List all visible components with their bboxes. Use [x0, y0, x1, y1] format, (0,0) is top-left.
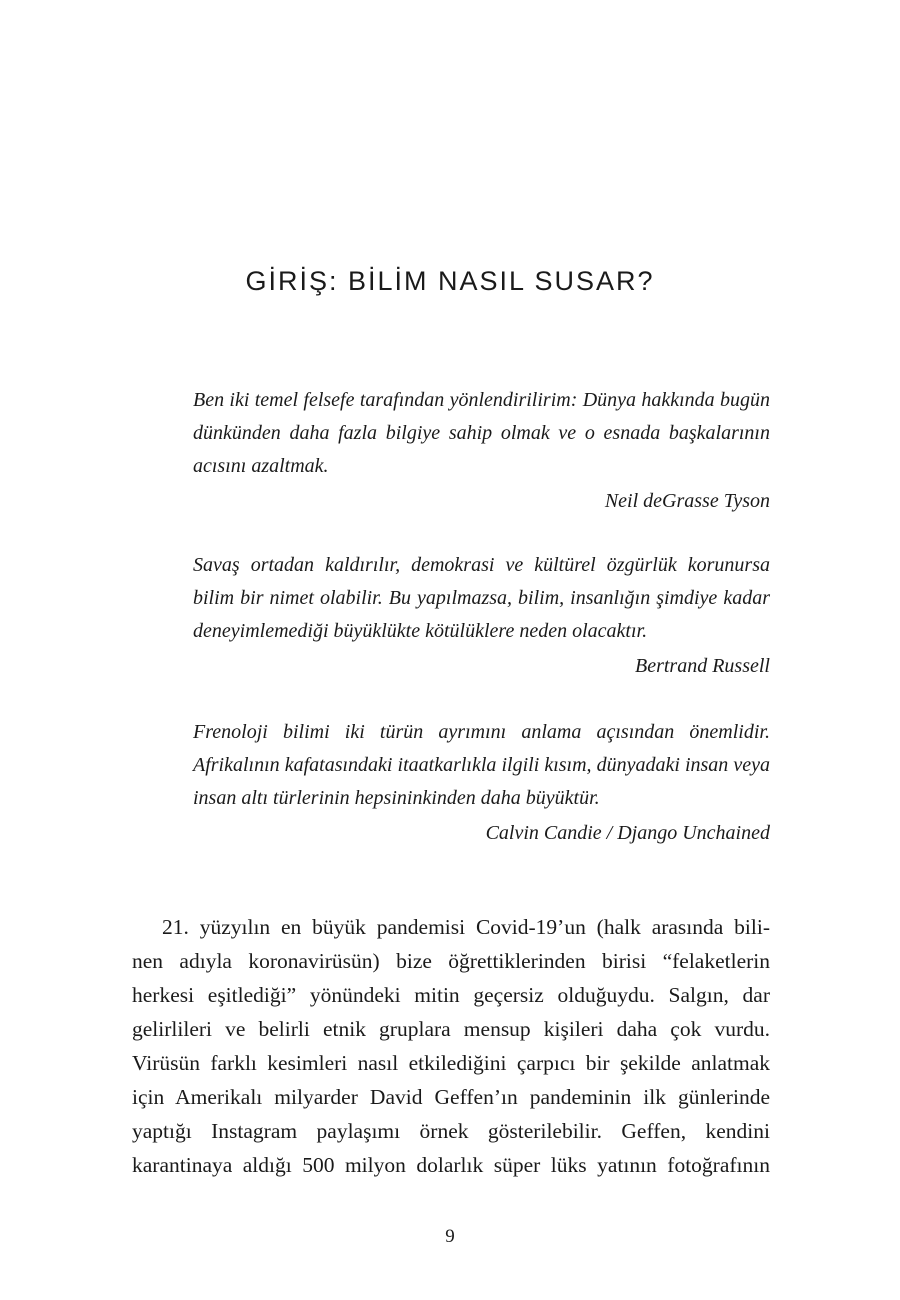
body-paragraph: [132, 910, 770, 1182]
body-line: gelirlileri ve belirli etnik gruplara mensup kişileri daha çok vurdu.: [132, 1017, 770, 1041]
epigraph-quote: Savaş ortadan kaldırılır, demokrasi ve kültürel özgürlük korunursa bilim bir nimet olabilir. Bu yapılmazsa, bilim, insanlığın şimdiye kadar deneyimlemediği büyüklükte kötülüklere neden olacaktır.: [193, 554, 770, 642]
body-line: yaptığı Instagram paylaşımı örnek gösterilebilir. Geffen, kendini: [132, 1119, 770, 1143]
epigraph-attribution: Bertrand Russell: [635, 655, 770, 677]
body-line: Virüsün farklı kesimleri nasıl etkilediğini çarpıcı bir şekilde anlatmak: [132, 1051, 770, 1075]
body-line: için Amerikalı milyarder David Geffen’ın pandeminin ilk günlerinde: [132, 1085, 770, 1109]
body-line: karantinaya aldığı 500 milyon dolarlık süper lüks yatının fotoğrafının: [132, 1153, 770, 1177]
chapter-title: GİRİŞ: BİLİM NASIL SUSAR?: [245, 266, 655, 296]
epigraph-attribution: Neil deGrasse Tyson: [604, 490, 770, 512]
epigraph-quote: Frenoloji bilimi iki türün ayrımını anlama açısından önemlidir. Afrikalının kafatasındaki itaatkarlıkla ilgili kısım, dünyadaki insan veya insan altı türlerinin hepsininkinden daha büyüktür.: [193, 721, 770, 809]
body-line: herkesi eşitlediği” yönündeki mitin geçersiz olduğuydu. Salgın, dar: [132, 983, 770, 1007]
body-line: 21. yüzyılın en büyük pandemisi Covid-19’un (halk arasında bili-: [162, 915, 770, 939]
body-line: nen adıyla koronavirüsün) bize öğrettiklerinden birisi “felaketlerin: [132, 949, 770, 973]
epigraph: [193, 716, 770, 850]
epigraph-quote: Ben iki temel felsefe tarafından yönlendirilirim: Dünya hakkında bugün dünkünden daha fazla bilgiye sahip olmak ve o esnada başkalarının acısını azaltmak.: [193, 389, 770, 477]
epigraph: [193, 384, 770, 518]
page-number: 9: [445, 1226, 455, 1247]
epigraph-attribution: Calvin Candie / Django Unchained: [485, 822, 770, 844]
epigraph: [193, 549, 770, 683]
